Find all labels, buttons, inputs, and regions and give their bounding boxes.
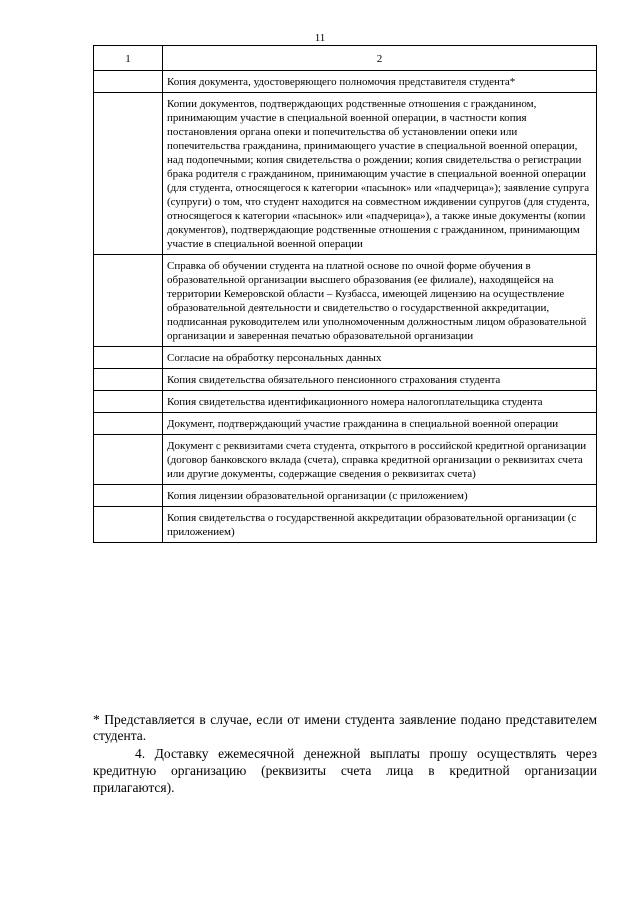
- row-text: Документ, подтверждающий участие гражданина в специальной военной операции: [163, 413, 597, 435]
- table-row: [94, 413, 597, 435]
- row-text: Копия свидетельства обязательного пенсионного страхования студента: [163, 369, 597, 391]
- table-row: [94, 391, 597, 413]
- table-header-row: [94, 46, 597, 71]
- empty-cell: [94, 93, 163, 255]
- paragraph-4: 4. Доставку ежемесячной денежной выплаты прошу осуществлять через кредитную организацию (реквизиты счета лица в кредитной организации прилагаются).: [93, 746, 597, 795]
- row-text: Согласие на обработку персональных данных: [163, 347, 597, 369]
- empty-cell: [94, 507, 163, 543]
- table-row: [94, 369, 597, 391]
- table-row: [94, 93, 597, 255]
- empty-cell: [94, 413, 163, 435]
- table-row: [94, 255, 597, 347]
- empty-cell: [94, 255, 163, 347]
- documents-table: [93, 45, 597, 543]
- table-row: [94, 507, 597, 543]
- table-row: [94, 435, 597, 485]
- empty-cell: [94, 347, 163, 369]
- table-row: [94, 485, 597, 507]
- row-text: Документ с реквизитами счета студента, открытого в российской кредитной организации (договор банковского вклада (счета), справка кредитной организации о реквизитах счета или другие документы, содержащие сведения о реквизитах счета): [163, 435, 597, 485]
- row-text: Копия документа, удостоверяющего полномочия представителя студента*: [163, 71, 597, 93]
- row-text: Копии документов, подтверждающих родственные отношения с гражданином, принимающим участие в специальной военной операции, в частности копия постановления органа опеки и попечительства об установлении опеки или попечительства гражданина, принимающего участие в специальной военной операции, над подопечными; копия свидетельства о рождении; копия свидетельства о регистрации брака родителя с гражданином, принимающим участие в специальной военной операции (для студента, относящегося к категории «пасынок» или «падчерица»); заявление супруга (супруги) о том, что студент находится на совместном иждивении супругов (для студента, относящегося к категории «пасынок» или «падчерица»), а также иные документы (копии документов), подтверждающие родственные отношения с гражданином, принимающим участие в специальной военной операции: [163, 93, 597, 255]
- footnote: * Представляется в случае, если от имени студента заявление подано представителем студента.: [93, 712, 597, 743]
- empty-cell: [94, 435, 163, 485]
- empty-cell: [94, 71, 163, 93]
- table-row: [94, 347, 597, 369]
- row-text: Копия свидетельства идентификационного номера налогоплательщика студента: [163, 391, 597, 413]
- empty-cell: [94, 391, 163, 413]
- table-row: [94, 71, 597, 93]
- empty-cell: [94, 369, 163, 391]
- row-text: Копия свидетельства о государственной аккредитации образовательной организации (с приложением): [163, 507, 597, 543]
- empty-cell: [94, 485, 163, 507]
- page-number: 11: [314, 32, 326, 44]
- header-cell-col2: 2: [163, 46, 597, 71]
- row-text: Копия лицензии образовательной организации (с приложением): [163, 485, 597, 507]
- header-cell-col1: 1: [94, 46, 163, 71]
- row-text: Справка об обучении студента на платной основе по очной форме обучения в образовательной организации высшего образования (ее филиале), находящейся на территории Кемеровской области – Кузбасса, имеющей лицензию на осуществление образовательной деятельности и свидетельство о государственной аккредитации, подписанная руководителем или уполномоченным должностным лицом образовательной организации и заверенная печатью образовательной организации: [163, 255, 597, 347]
